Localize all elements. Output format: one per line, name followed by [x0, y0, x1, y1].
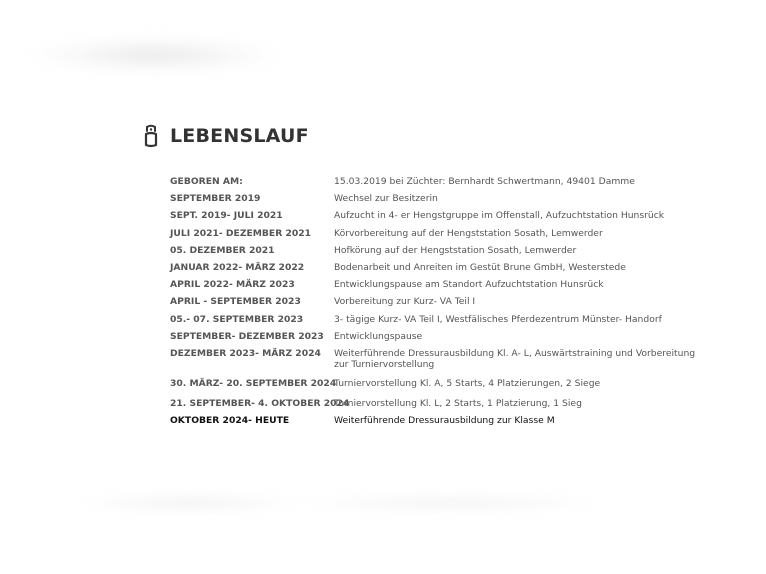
row-description: Körvorbereitung auf der Hengststation Sosath, Lemwerder [334, 227, 603, 239]
row-description: 3- tägige Kurz- VA Teil I, Westfälisches Pferdezentrum Münster- Handorf [334, 313, 662, 325]
row-date: OKTOBER 2024- HEUTE [170, 414, 290, 426]
row-date: APRIL - SEPTEMBER 2023 [170, 296, 301, 308]
table-row [170, 279, 700, 290]
row-description: Wechsel zur Besitzerin [334, 193, 438, 205]
table-row [170, 314, 700, 325]
row-date: GEBOREN AM: [170, 176, 243, 187]
row-date: SEPTEMBER 2019 [170, 193, 261, 205]
row-date: 05.- 07. SEPTEMBER 2023 [170, 313, 304, 325]
row-date: SEPTEMBER- DEZEMBER 2023 [170, 330, 324, 342]
row-date: JANUAR 2022- MÄRZ 2022 [170, 262, 305, 274]
row-description: Turniervorstellung Kl. L, 2 Starts, 1 Platzierung, 1 Sieg [334, 397, 582, 409]
table-row [170, 378, 700, 389]
blurred-footer-left [80, 494, 300, 512]
cv-table [170, 176, 700, 426]
table-row [170, 262, 700, 273]
table-row [170, 228, 700, 239]
row-description: Entwicklungspause [334, 330, 423, 342]
table-row [170, 176, 700, 187]
section-heading [143, 124, 309, 148]
row-description: Hofkörung auf der Hengststation Sosath, Lemwerder [334, 244, 577, 256]
row-description: Weiterführende Dressurausbildung zur Klasse M [334, 414, 555, 426]
row-date: JULI 2021- DEZEMBER 2021 [170, 227, 312, 239]
row-date: 05. DEZEMBER 2021 [170, 244, 275, 256]
row-date: SEPT. 2019- JULI 2021 [170, 210, 283, 222]
row-date: 30. MÄRZ- 20. SEPTEMBER 2024 [170, 378, 337, 390]
table-row [170, 296, 700, 307]
table-row [170, 348, 700, 371]
table-row [170, 210, 700, 221]
row-description: Turniervorstellung Kl. A, 5 Starts, 4 Platzierungen, 2 Siege [334, 378, 601, 390]
table-row [170, 331, 700, 342]
table-row [170, 193, 700, 204]
table-row [170, 398, 700, 409]
horse-icon [143, 124, 159, 148]
section-title: LEBENSLAUF [170, 125, 309, 147]
row-description: Weiterführende Dressurausbildung Kl. A- L, Auswärtstraining und Vorbereitung zur Turniervorstellung [334, 348, 696, 371]
row-description: Bodenarbeit und Anreiten im Gestüt Brune GmbH, Westerstede [334, 262, 626, 274]
blurred-header-area [30, 38, 280, 72]
blurred-footer-right [300, 494, 600, 512]
table-row [170, 245, 700, 256]
table-row-current [170, 415, 700, 426]
row-date: APRIL 2022- MÄRZ 2023 [170, 279, 295, 291]
row-description: Vorbereitung zur Kurz- VA Teil I [334, 296, 476, 308]
row-description: 15.03.2019 bei Züchter: Bernhardt Schwertmann, 49401 Damme [334, 176, 635, 187]
row-date: 21. SEPTEMBER- 4. OKTOBER 2024 [170, 397, 350, 409]
row-description: Entwicklungspause am Standort Aufzuchtstation Hunsrück [334, 279, 604, 291]
row-date: DEZEMBER 2023- MÄRZ 2024 [170, 348, 321, 360]
row-description: Aufzucht in 4- er Hengstgruppe im Offenstall, Aufzuchtstation Hunsrück [334, 210, 665, 222]
